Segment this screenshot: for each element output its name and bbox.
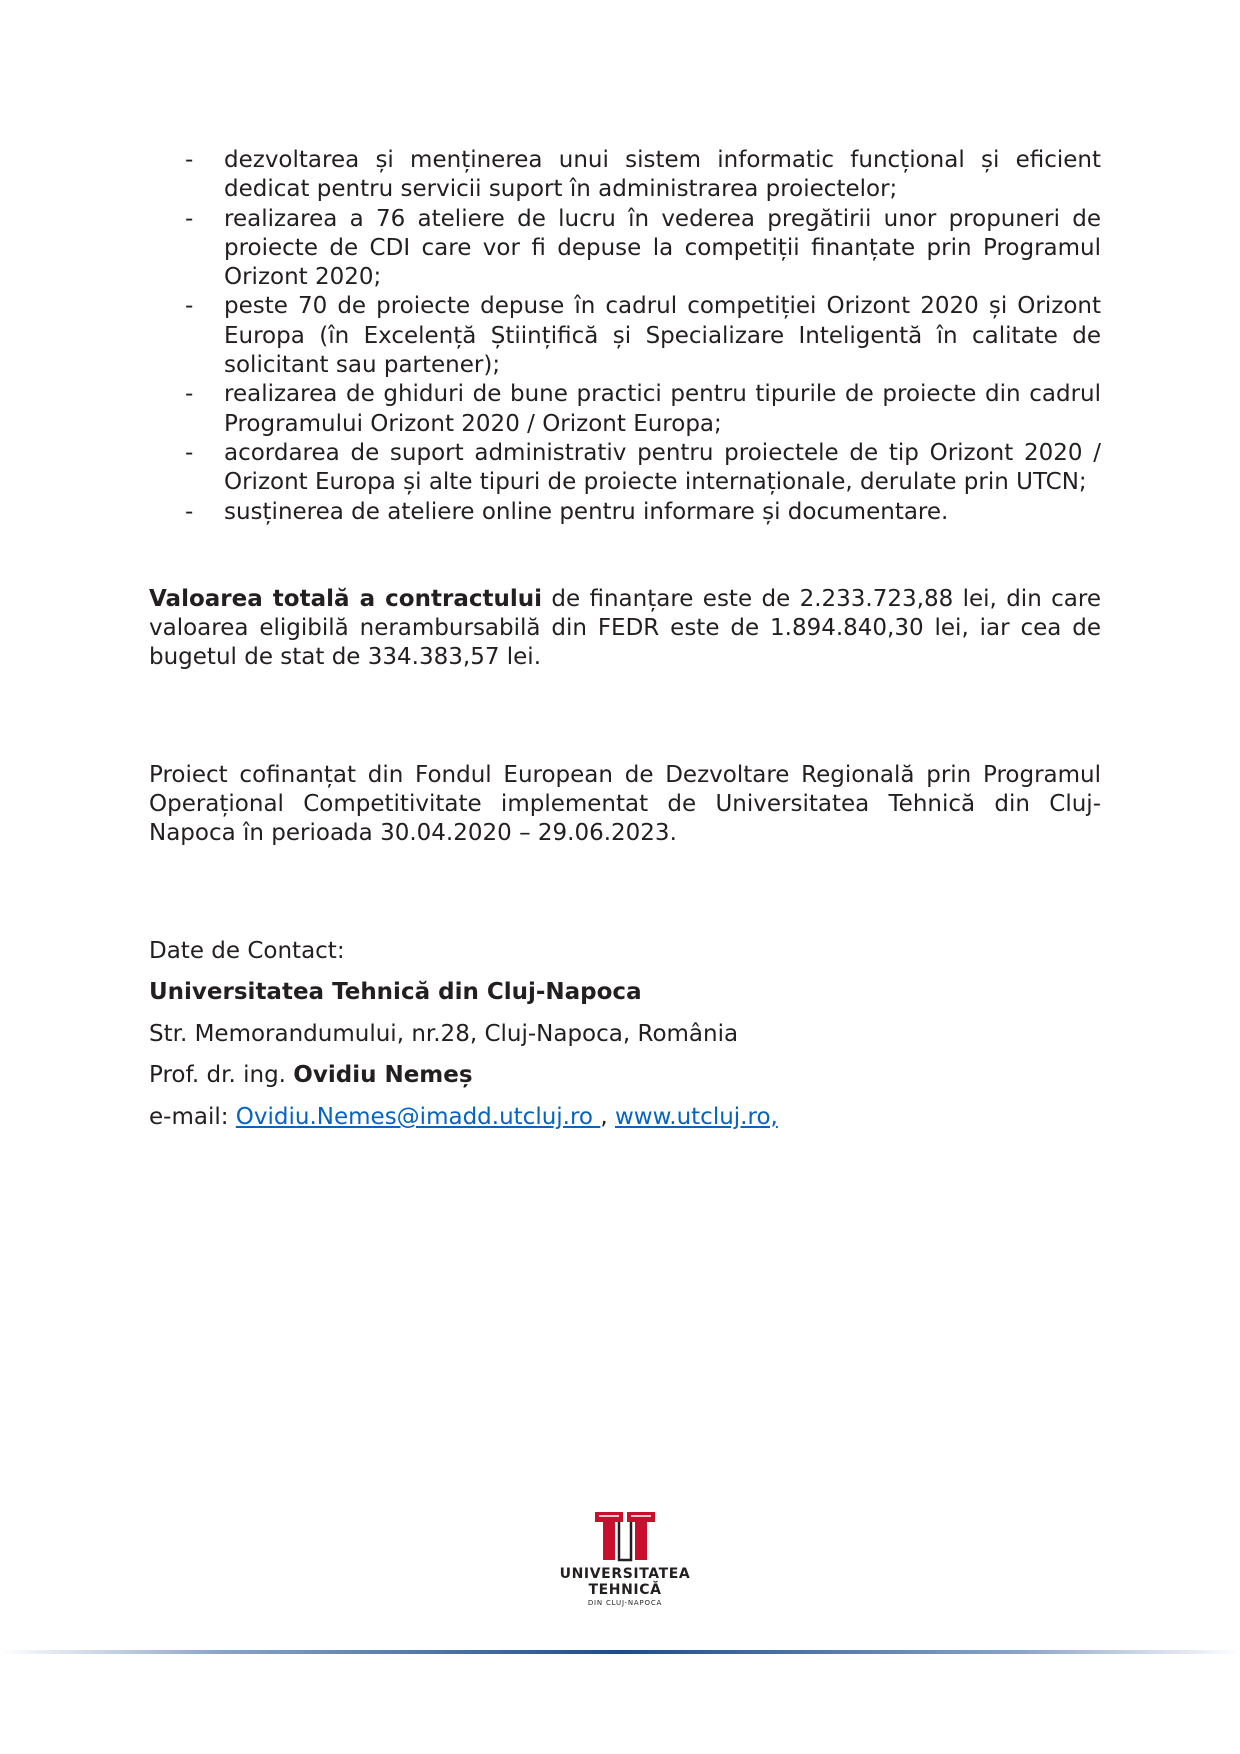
list-item-text: dezvoltarea și menținerea unui sistem informatic funcțional și eficient dedicat pentru servicii suport în administrarea proiectelor; xyxy=(224,147,1101,203)
list-item-text: peste 70 de proiecte depuse în cadrul competiției Orizont 2020 și Orizont Europa (în Excelență Științifică și Specializare Inteligentă în calitate de solicitant sau partener); xyxy=(224,293,1101,379)
link-separator: , xyxy=(600,1104,615,1131)
bullet-dash: - xyxy=(185,205,194,232)
document-content xyxy=(149,146,1101,1145)
list-item-text: realizarea a 76 ateliere de lucru în vederea pregătirii unor propuneri de proiecte de CDI care vor fi depuse la competiții finanțate prin Programul Orizont 2020; xyxy=(224,205,1101,291)
email-label: e-mail: xyxy=(149,1104,236,1131)
logo-line-1: UNIVERSITATEA xyxy=(559,1566,691,1582)
achievements-list xyxy=(149,146,1101,527)
list-item xyxy=(149,439,1101,498)
contract-value-paragraph xyxy=(149,585,1101,673)
list-item xyxy=(149,205,1101,293)
bullet-dash: - xyxy=(185,381,194,408)
cofinancing-paragraph: Proiect cofinanțat din Fondul European de Dezvoltare Regională prin Programul Operațional Competitivitate implementat de Universitatea Tehnică din Cluj-Napoca în perioada 30.04.2020 – 29.06.2023. xyxy=(149,761,1101,847)
person-name: Ovidiu Nemeș xyxy=(293,1062,473,1089)
website-link[interactable]: www.utcluj.ro, xyxy=(614,1104,778,1131)
bullet-dash: - xyxy=(185,293,194,320)
utcn-logo xyxy=(555,1510,695,1608)
bullet-dash: - xyxy=(185,439,194,466)
list-item xyxy=(149,380,1101,439)
address: Str. Memorandumului, nr.28, Cluj-Napoca, România xyxy=(149,1020,739,1047)
person-title: Prof. dr. ing. xyxy=(149,1062,294,1089)
logo-line-3: DIN CLUJ-NAPOCA xyxy=(587,1599,663,1607)
contact-heading: Date de Contact: xyxy=(149,937,345,964)
list-item-text: realizarea de ghiduri de bune practici pentru tipurile de proiecte din cadrul Programului Orizont 2020 / Orizont Europa; xyxy=(224,381,1101,437)
email-link[interactable]: Ovidiu.Nemes@imadd.utcluj.ro xyxy=(235,1104,601,1131)
bullet-dash: - xyxy=(185,147,194,173)
contact-block xyxy=(149,937,1101,1133)
institution-name-text: Universitatea Tehnică din Cluj-Napoca xyxy=(149,979,642,1006)
logo-line-2: TEHNICĂ xyxy=(588,1582,662,1598)
list-item xyxy=(149,146,1101,205)
list-item xyxy=(149,292,1101,380)
utcn-emblem-icon xyxy=(593,1510,657,1562)
list-item-text: susținerea de ateliere online pentru informare și documentare. xyxy=(224,498,949,525)
list-item xyxy=(149,498,1101,527)
institution-name xyxy=(149,978,1101,1007)
contact-person xyxy=(149,1061,1101,1090)
contract-value-label: Valoarea totală a contractului xyxy=(149,585,542,612)
bullet-dash: - xyxy=(185,498,194,525)
footer-divider xyxy=(0,1650,1240,1654)
list-item-text: acordarea de suport administrativ pentru proiectele de tip Orizont 2020 / Orizont Europa și alte tipuri de proiecte internaționale, derulate prin UTCN; xyxy=(224,439,1101,496)
contract-value-text: de finanțare este de 2.233.723,88 lei, din care valoarea eligibilă nerambursabilă din FEDR este de 1.894.840,30 lei, iar cea de bugetul de stat de 334.383,57 lei. xyxy=(149,585,1101,671)
contact-links xyxy=(149,1103,1101,1132)
